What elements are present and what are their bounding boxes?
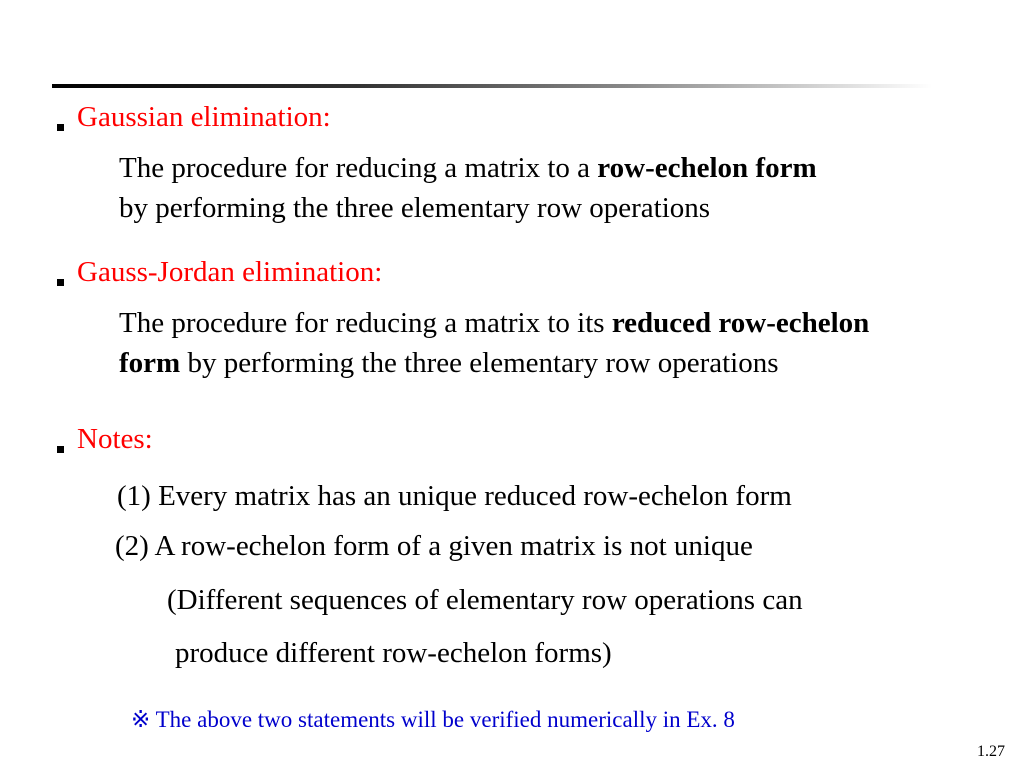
title-rule [52, 84, 932, 88]
note-item: produce different row-echelon forms) [175, 637, 612, 669]
reference-mark-icon: ※ [131, 707, 151, 732]
body-text: The procedure for reducing a matrix to its [119, 307, 612, 339]
page-number: 1.27 [977, 743, 1005, 760]
section-body-gaussian [119, 148, 817, 228]
section-heading-notes: Notes: [77, 423, 153, 455]
section-heading-gaussian: Gaussian elimination: [77, 101, 331, 133]
note-item: (1) Every matrix has an unique reduced row-echelon form [117, 480, 792, 512]
remark-note [131, 707, 735, 733]
bullet-icon [57, 124, 64, 131]
note-item: (2) A row-echelon form of a given matrix is not unique [115, 530, 753, 562]
term-reduced-row-echelon: reduced row-echelon [611, 307, 870, 339]
section-heading-gauss-jordan: Gauss-Jordan elimination: [77, 256, 383, 288]
body-text: The procedure for reducing a matrix to a [119, 152, 598, 184]
section-body-gauss-jordan [119, 303, 869, 383]
term-form: form [119, 347, 181, 379]
remark-text: The above two statements will be verified numerically in Ex. 8 [150, 707, 735, 732]
body-text: by performing the three elementary row operations [180, 347, 779, 379]
note-item: (Different sequences of elementary row operations can [167, 584, 803, 616]
term-row-echelon: row-echelon form [597, 152, 817, 184]
bullet-icon [57, 279, 64, 286]
bullet-icon [57, 446, 64, 453]
body-text: by performing the three elementary row operations [119, 192, 711, 224]
